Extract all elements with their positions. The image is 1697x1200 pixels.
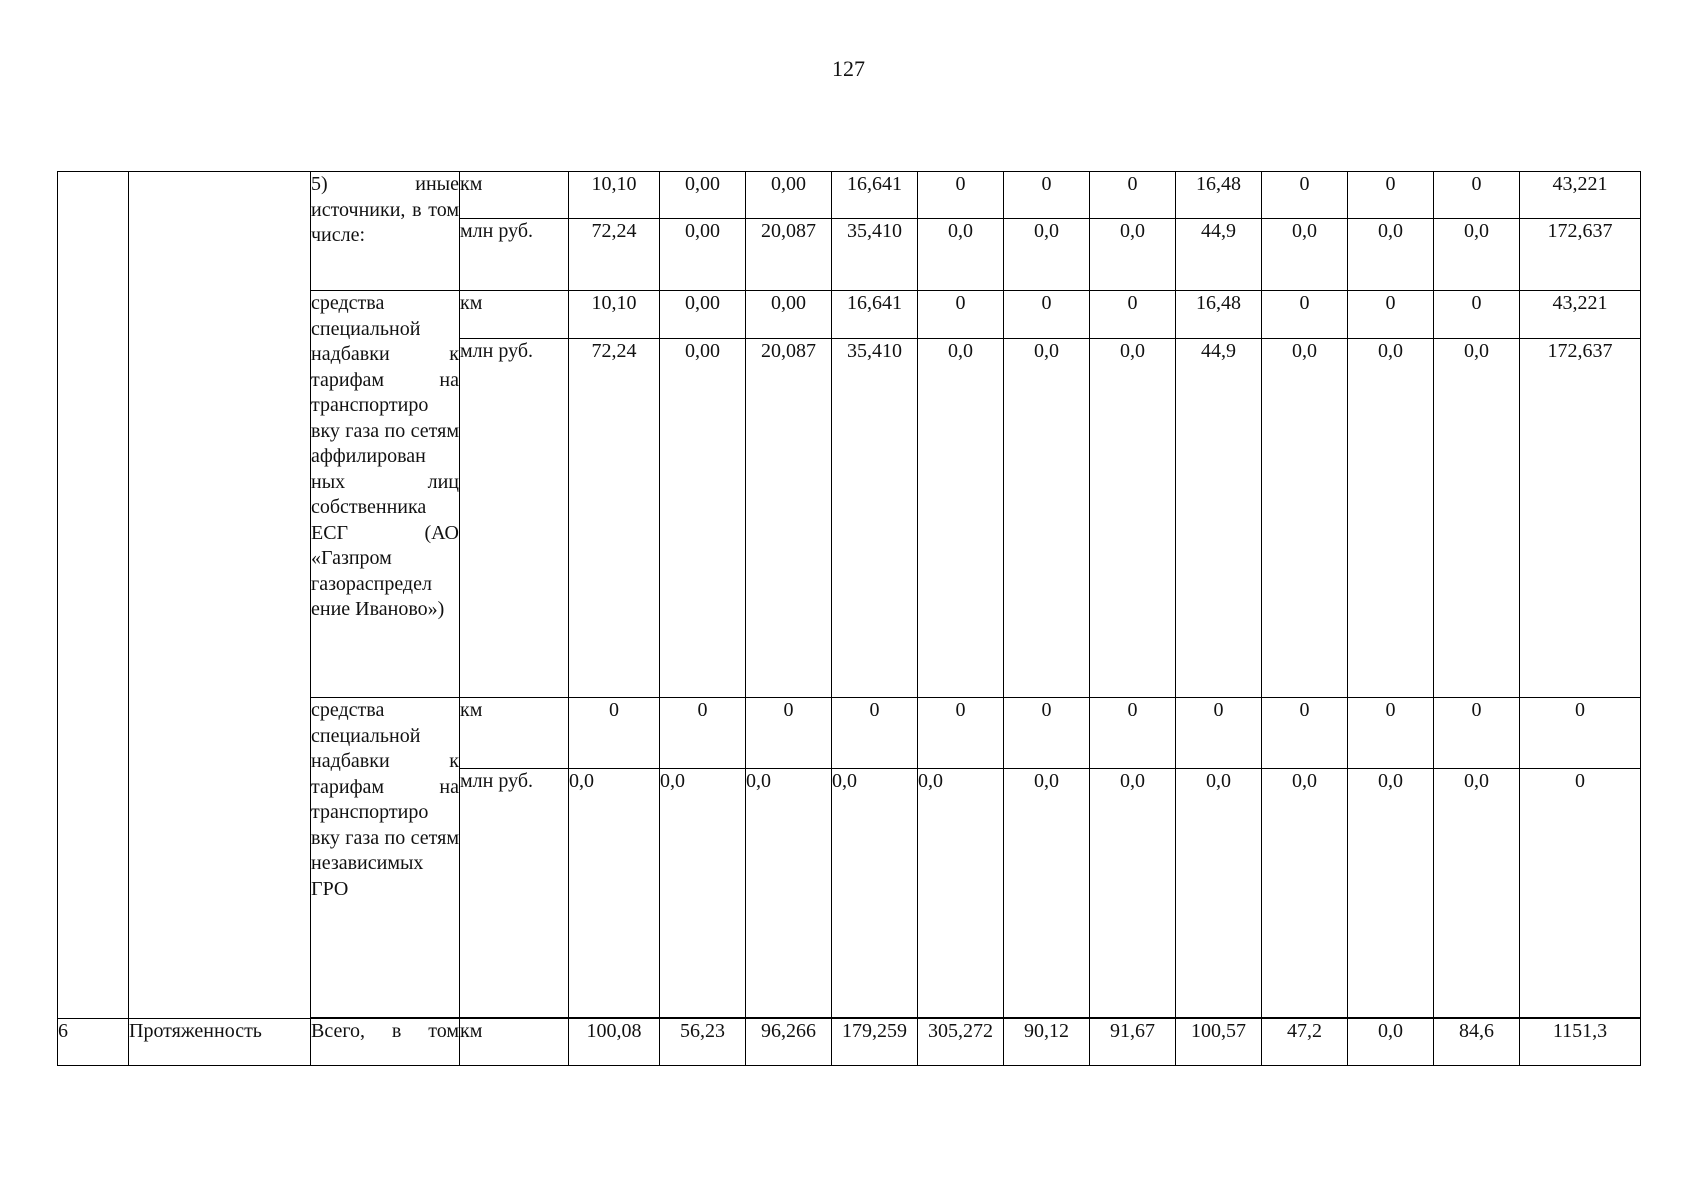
value-cell: 91,67 xyxy=(1090,1019,1176,1066)
value-cell: 0 xyxy=(746,698,832,769)
index-cell-empty xyxy=(58,172,129,1019)
value-cell: 0 xyxy=(1434,291,1520,339)
value-cell: 0,0 xyxy=(569,769,660,1018)
name-cell-empty xyxy=(129,172,311,1019)
page-number: 127 xyxy=(832,56,865,81)
value-cell: 0,0 xyxy=(918,219,1004,291)
unit-cell: млн руб. xyxy=(460,769,569,1018)
value-cell: 47,2 xyxy=(1262,1019,1348,1066)
value-cell: 0,0 xyxy=(1262,219,1348,291)
value-cell: 0,0 xyxy=(1348,769,1434,1018)
value-cell: 0,0 xyxy=(918,769,1004,1018)
value-cell: 0 xyxy=(1004,291,1090,339)
value-cell: 0 xyxy=(1262,698,1348,769)
value-cell: 0,0 xyxy=(918,339,1004,698)
unit-cell: км xyxy=(460,291,569,339)
value-cell: 0,0 xyxy=(1090,219,1176,291)
value-cell: 10,10 xyxy=(569,291,660,339)
value-cell: 0,0 xyxy=(746,769,832,1018)
data-table xyxy=(57,171,1641,1066)
value-cell: 0 xyxy=(1262,291,1348,339)
value-cell: 172,637 xyxy=(1520,339,1641,698)
value-cell: 0 xyxy=(1090,698,1176,769)
value-cell: 0 xyxy=(569,698,660,769)
row-label: средства специальной надбавки к тарифам на транспортиро вку газа по сетям аффилирован ных лиц собственника ЕСГ (АО «Газпром газораспредел ение Иваново») xyxy=(311,291,460,698)
value-cell: 0 xyxy=(1176,698,1262,769)
value-cell: 0,0 xyxy=(1348,339,1434,698)
value-cell: 100,57 xyxy=(1176,1019,1262,1066)
value-cell: 179,259 xyxy=(832,1019,918,1066)
value-cell: 172,637 xyxy=(1520,219,1641,291)
value-cell: 0,00 xyxy=(660,339,746,698)
value-cell: 16,641 xyxy=(832,172,918,219)
value-cell: 0 xyxy=(1004,172,1090,219)
value-cell: 0 xyxy=(1348,291,1434,339)
value-cell: 72,24 xyxy=(569,219,660,291)
value-cell: 0,0 xyxy=(1004,339,1090,698)
value-cell: 35,410 xyxy=(832,219,918,291)
unit-cell: млн руб. xyxy=(460,219,569,291)
value-cell: 0,0 xyxy=(1090,769,1176,1018)
value-cell: 0,0 xyxy=(1434,769,1520,1018)
value-cell: 0 xyxy=(1520,698,1641,769)
value-cell: 84,6 xyxy=(1434,1019,1520,1066)
unit-cell: км xyxy=(460,698,569,769)
value-cell: 10,10 xyxy=(569,172,660,219)
value-cell: 20,087 xyxy=(746,339,832,698)
value-cell: 0 xyxy=(660,698,746,769)
value-cell: 16,641 xyxy=(832,291,918,339)
value-cell: 0,0 xyxy=(1262,339,1348,698)
value-cell: 0,0 xyxy=(660,769,746,1018)
value-cell: 0,0 xyxy=(1004,769,1090,1018)
row-label: средства специальной надбавки к тарифам на транспортиро вку газа по сетям независимых ГРО xyxy=(311,698,460,1018)
unit-cell: км xyxy=(460,1019,569,1066)
value-cell: 20,087 xyxy=(746,219,832,291)
value-cell: 0,0 xyxy=(1176,769,1262,1018)
value-cell: 56,23 xyxy=(660,1019,746,1066)
value-cell: 0,0 xyxy=(1004,219,1090,291)
value-cell: 0 xyxy=(1348,698,1434,769)
value-cell: 16,48 xyxy=(1176,172,1262,219)
value-cell: 0 xyxy=(918,172,1004,219)
value-cell: 0 xyxy=(1520,769,1641,1018)
row-name: Протяженность xyxy=(129,1019,311,1066)
value-cell: 0 xyxy=(1262,172,1348,219)
value-cell: 0 xyxy=(918,698,1004,769)
row-label: Всего, в том xyxy=(311,1019,460,1066)
value-cell: 0 xyxy=(1090,291,1176,339)
value-cell: 44,9 xyxy=(1176,219,1262,291)
table-row xyxy=(58,172,1641,219)
value-cell: 0 xyxy=(1090,172,1176,219)
value-cell: 0,0 xyxy=(1348,1019,1434,1066)
value-cell: 1151,3 xyxy=(1520,1019,1641,1066)
value-cell: 100,08 xyxy=(569,1019,660,1066)
unit-cell: км xyxy=(460,172,569,219)
value-cell: 305,272 xyxy=(918,1019,1004,1066)
value-cell: 0,0 xyxy=(1434,219,1520,291)
value-cell: 0 xyxy=(1434,172,1520,219)
unit-cell: млн руб. xyxy=(460,339,569,698)
value-cell: 43,221 xyxy=(1520,291,1641,339)
value-cell: 43,221 xyxy=(1520,172,1641,219)
value-cell: 0 xyxy=(1434,698,1520,769)
value-cell: 90,12 xyxy=(1004,1019,1090,1066)
value-cell: 0,0 xyxy=(1090,339,1176,698)
value-cell: 44,9 xyxy=(1176,339,1262,698)
value-cell: 96,266 xyxy=(746,1019,832,1066)
value-cell: 0 xyxy=(918,291,1004,339)
value-cell: 0,0 xyxy=(1434,339,1520,698)
value-cell: 0,00 xyxy=(746,291,832,339)
table-row xyxy=(58,1019,1641,1066)
value-cell: 16,48 xyxy=(1176,291,1262,339)
row-index: 6 xyxy=(58,1019,129,1066)
row-label: 5) иные источники, в том числе: xyxy=(311,172,460,291)
value-cell: 0,0 xyxy=(1348,219,1434,291)
value-cell: 0,00 xyxy=(660,219,746,291)
value-cell: 0,00 xyxy=(660,291,746,339)
value-cell: 0,00 xyxy=(746,172,832,219)
value-cell: 0,00 xyxy=(660,172,746,219)
value-cell: 0 xyxy=(1004,698,1090,769)
value-cell: 35,410 xyxy=(832,339,918,698)
value-cell: 0,0 xyxy=(1262,769,1348,1018)
value-cell: 0 xyxy=(832,698,918,769)
value-cell: 72,24 xyxy=(569,339,660,698)
value-cell: 0,0 xyxy=(832,769,918,1018)
value-cell: 0 xyxy=(1348,172,1434,219)
